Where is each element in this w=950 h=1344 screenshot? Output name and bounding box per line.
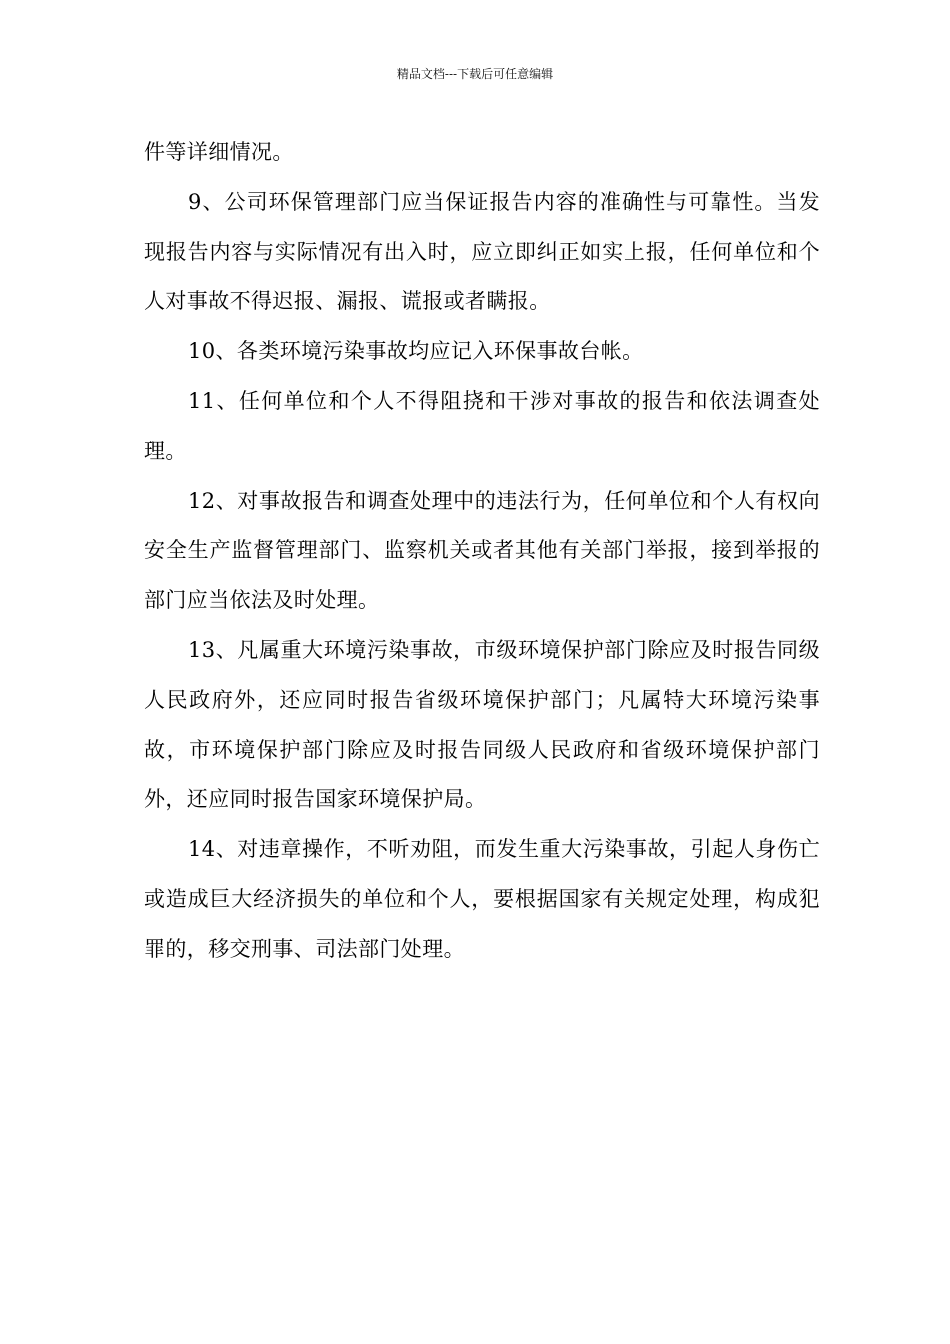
paragraph-item-11: 11、任何单位和个人不得阻挠和干涉对事故的报告和依法调查处理。 xyxy=(144,388,820,463)
page-header: 精品文档---下载后可任意编辑 xyxy=(396,67,554,81)
paragraph-continuation: 件等详细情况。 xyxy=(144,140,294,164)
paragraph-item-10: 10、各类环境污染事故均应记入环保事故台帐。 xyxy=(188,339,644,364)
paragraph-item-13: 13、凡属重大环境污染事故，市级环境保护部门除应及时报告同级人民政府外，还应同时报告省级环境保护部门；凡属特大环境污染事故，市环境保护部门除应及时报告同级人民政府和省级环境保护部门外，还应同时报告国家环境保护局。 xyxy=(144,637,820,812)
paragraph-item-9: 9、公司环保管理部门应当保证报告内容的准确性与可靠性。当发现报告内容与实际情况有出入时，应立即纠正如实上报，任何单位和个人对事故不得迟报、漏报、谎报或者瞒报。 xyxy=(144,189,820,314)
paragraph-item-12: 12、对事故报告和调查处理中的违法行为，任何单位和个人有权向安全生产监督管理部门、监察机关或者其他有关部门举报，接到举报的部门应当依法及时处理。 xyxy=(144,488,820,613)
paragraph-item-14: 14、对违章操作，不听劝阻，而发生重大污染事故，引起人身伤亡或造成巨大经济损失的单位和个人，要根据国家有关规定处理，构成犯罪的，移交刑事、司法部门处理。 xyxy=(144,837,820,961)
document-body xyxy=(144,128,820,975)
